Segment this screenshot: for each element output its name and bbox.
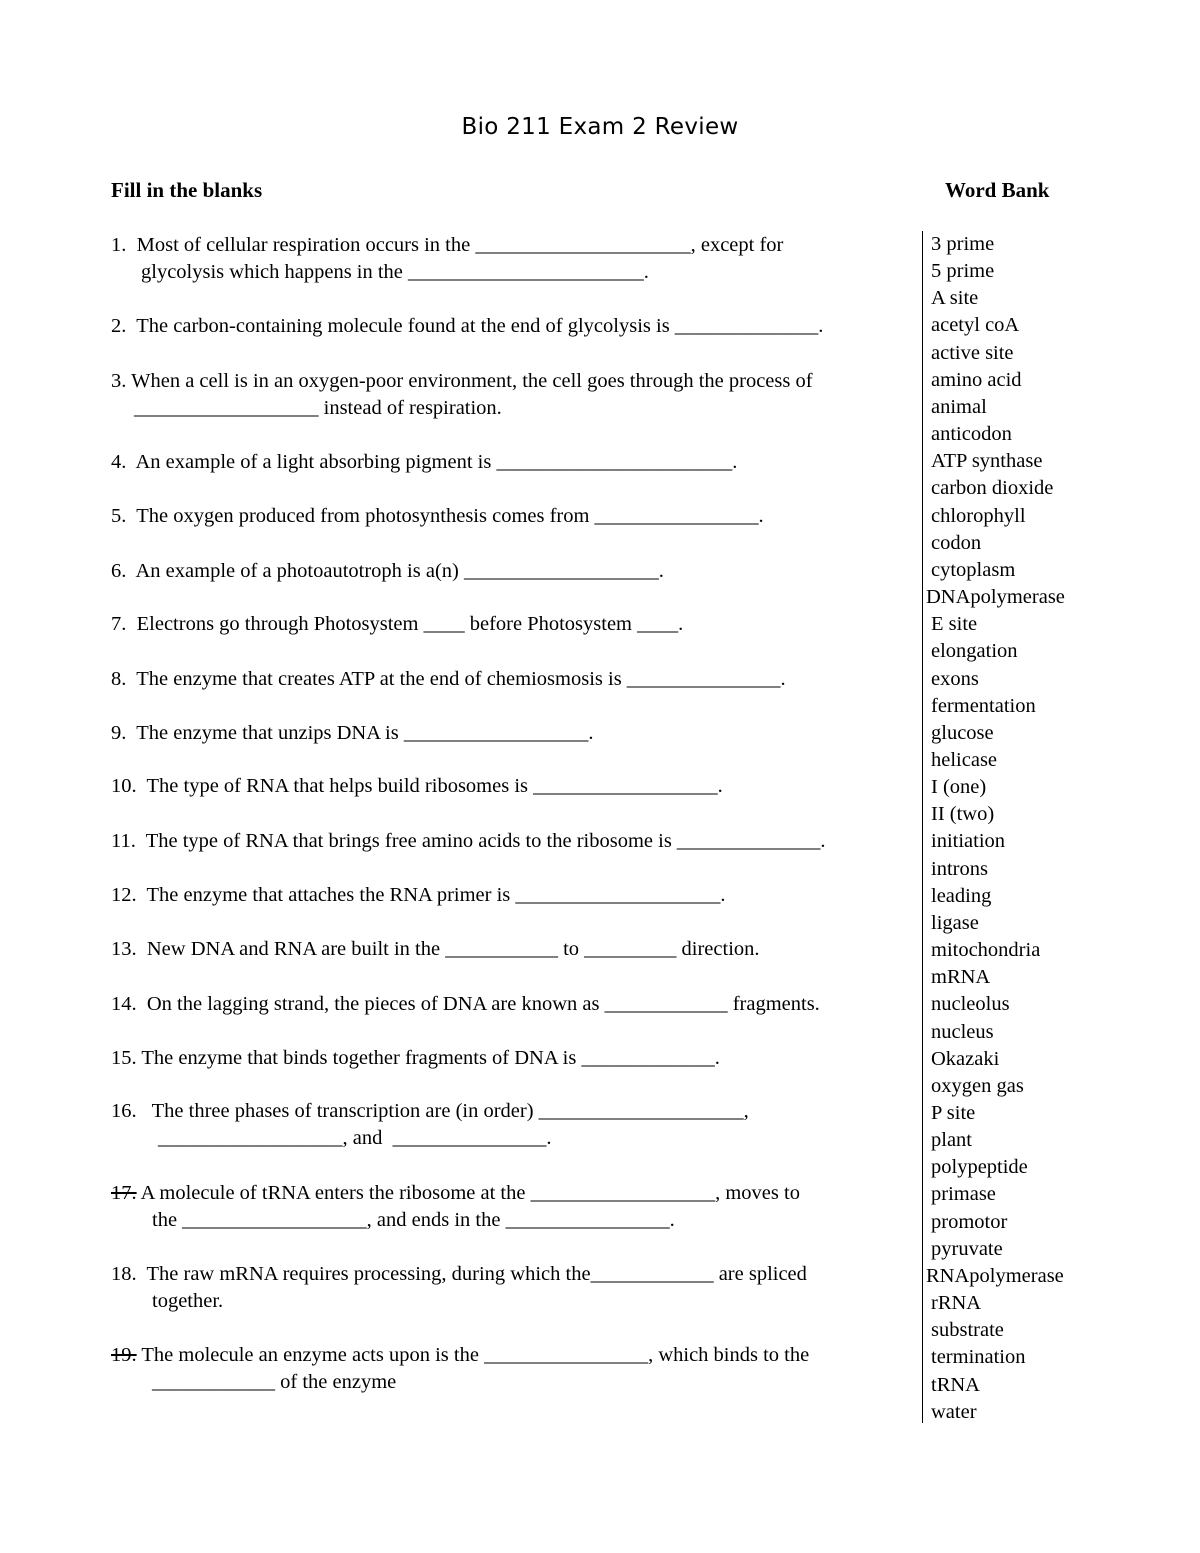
question-text: 9. The enzyme that unzips DNA is __________________. <box>111 722 594 744</box>
question-text: 18. The raw mRNA requires processing, during which the____________ are spliced <box>111 1263 807 1285</box>
page-title: Bio 211 Exam 2 Review <box>461 114 739 140</box>
word-bank-item: A site <box>931 287 979 310</box>
column-divider <box>922 231 923 1423</box>
question-10-line-1 <box>111 773 723 800</box>
question-8-line-1 <box>111 666 786 693</box>
word-bank-heading: Word Bank <box>945 178 1050 202</box>
question-15-line-1 <box>111 1045 720 1072</box>
word-bank-item: promotor <box>931 1210 1008 1233</box>
question-text: The molecule an enzyme acts upon is the ________________, which binds to the <box>136 1344 810 1366</box>
word-bank-item: exons <box>931 667 979 690</box>
word-bank-item: water <box>931 1400 977 1423</box>
question-17-line-1 <box>111 1180 800 1207</box>
question-text: 11. The type of RNA that brings free amino acids to the ribosome is ______________. <box>111 830 826 852</box>
question-17-line-2: the __________________, and ends in the ________________. <box>152 1209 675 1231</box>
word-bank-item: Okazaki <box>931 1047 1000 1070</box>
word-bank-item: ligase <box>931 911 979 934</box>
question-text: 14. On the lagging strand, the pieces of DNA are known as ____________ fragments. <box>111 993 820 1015</box>
question-text: 6. An example of a photoautotroph is a(n) ___________________. <box>111 560 664 582</box>
word-bank-item: leading <box>931 884 992 907</box>
question-18-line-2: together. <box>152 1290 224 1312</box>
word-bank-item: polypeptide <box>931 1156 1028 1179</box>
question-13-line-1 <box>111 936 760 963</box>
word-bank-item: amino acid <box>931 368 1022 391</box>
question-3-line-1 <box>111 368 813 395</box>
word-bank-item: cytoplasm <box>931 558 1016 581</box>
word-bank-item: nucleus <box>931 1020 994 1043</box>
word-bank-item: termination <box>931 1346 1026 1369</box>
word-bank-item: tRNA <box>931 1373 980 1396</box>
question-text: 13. New DNA and RNA are built in the ___________ to _________ direction. <box>111 938 760 960</box>
word-bank-item: P site <box>931 1102 976 1124</box>
word-bank-item: animal <box>931 395 987 418</box>
question-text: 5. The oxygen produced from photosynthesis comes from ________________. <box>111 505 764 527</box>
fill-in-blanks-heading: Fill in the blanks <box>111 178 263 202</box>
word-bank-item: ATP synthase <box>931 450 1043 473</box>
question-text: 2. The carbon-containing molecule found at the end of glycolysis is ______________. <box>111 315 824 337</box>
word-bank-item: pyruvate <box>931 1237 1003 1260</box>
question-12-line-1 <box>111 882 726 909</box>
word-bank-item: acetyl coA <box>931 314 1020 337</box>
word-bank-list <box>926 231 1171 1426</box>
question-text: 4. An example of a light absorbing pigment is _______________________. <box>111 451 738 473</box>
question-2-line-1 <box>111 313 823 340</box>
word-bank-item: primase <box>931 1183 996 1206</box>
word-bank-item: codon <box>931 531 982 554</box>
word-bank-item: chlorophyll <box>931 504 1026 527</box>
word-bank-item: nucleolus <box>931 993 1010 1016</box>
word-bank-item: II (two) <box>931 803 995 826</box>
question-text: 10. The type of RNA that helps build ribosomes is __________________. <box>111 775 723 797</box>
question-4-line-1 <box>111 449 737 476</box>
word-bank-item: mitochondria <box>931 939 1041 962</box>
question-19-line-2: ____________ of the enzyme <box>152 1371 397 1393</box>
word-bank-item: oxygen gas <box>931 1074 1024 1097</box>
question-text: 12. The enzyme that attaches the RNA primer is ____________________. <box>111 884 726 906</box>
question-16-line-2: __________________, and _______________. <box>158 1127 552 1149</box>
word-bank-item: introns <box>931 857 988 880</box>
word-bank-item: elongation <box>931 640 1018 663</box>
question-16-line-1 <box>111 1098 749 1125</box>
word-bank-item: I (one) <box>931 776 987 799</box>
word-bank-item: initiation <box>931 830 1006 853</box>
question-text: 16. The three phases of transcription are (in order) ____________________, <box>111 1100 749 1122</box>
word-bank-item: substrate <box>931 1319 1004 1342</box>
word-bank-item: plant <box>931 1129 972 1152</box>
question-text: 3. When a cell is in an oxygen-poor environment, the cell goes through the process of <box>111 370 813 392</box>
word-bank-item: DNApolymerase <box>926 586 1065 609</box>
word-bank-item: 5 prime <box>931 260 995 283</box>
word-bank-item: helicase <box>931 748 998 771</box>
question-14-line-1 <box>111 991 820 1018</box>
word-bank-item: 3 prime <box>931 233 995 255</box>
question-text: 7. Electrons go through Photosystem ____ before Photosystem ____. <box>111 613 684 635</box>
question-number-struck: 19. <box>111 1344 137 1366</box>
question-5-line-1 <box>111 503 764 530</box>
word-bank-item: glucose <box>931 721 994 744</box>
question-text: 1. Most of cellular respiration occurs in the _____________________, except for <box>111 234 784 256</box>
question-18-line-1 <box>111 1261 807 1288</box>
question-1-line-2: glycolysis which happens in the _______________________. <box>141 261 649 283</box>
word-bank-item: rRNA <box>931 1292 982 1315</box>
word-bank-item: E site <box>931 613 978 636</box>
word-bank-item: active site <box>931 341 1014 364</box>
question-text: A molecule of tRNA enters the ribosome at the __________________, moves to <box>136 1182 800 1204</box>
word-bank-item: fermentation <box>931 694 1036 717</box>
word-bank-item: mRNA <box>931 966 991 989</box>
question-7-line-1 <box>111 611 683 638</box>
question-text: 15. The enzyme that binds together fragments of DNA is _____________. <box>111 1047 720 1069</box>
word-bank-item: RNApolymerase <box>926 1264 1064 1287</box>
word-bank-item: carbon dioxide <box>931 477 1054 500</box>
word-bank-item: anticodon <box>931 423 1012 446</box>
question-3-line-2: __________________ instead of respiration. <box>134 397 502 419</box>
question-19-line-1 <box>111 1342 809 1369</box>
question-1-line-1 <box>111 232 783 259</box>
question-6-line-1 <box>111 558 664 585</box>
question-9-line-1 <box>111 720 593 747</box>
question-text: 8. The enzyme that creates ATP at the end of chemiosmosis is _______________. <box>111 668 786 690</box>
question-number-struck: 17. <box>111 1182 137 1204</box>
question-11-line-1 <box>111 828 826 855</box>
